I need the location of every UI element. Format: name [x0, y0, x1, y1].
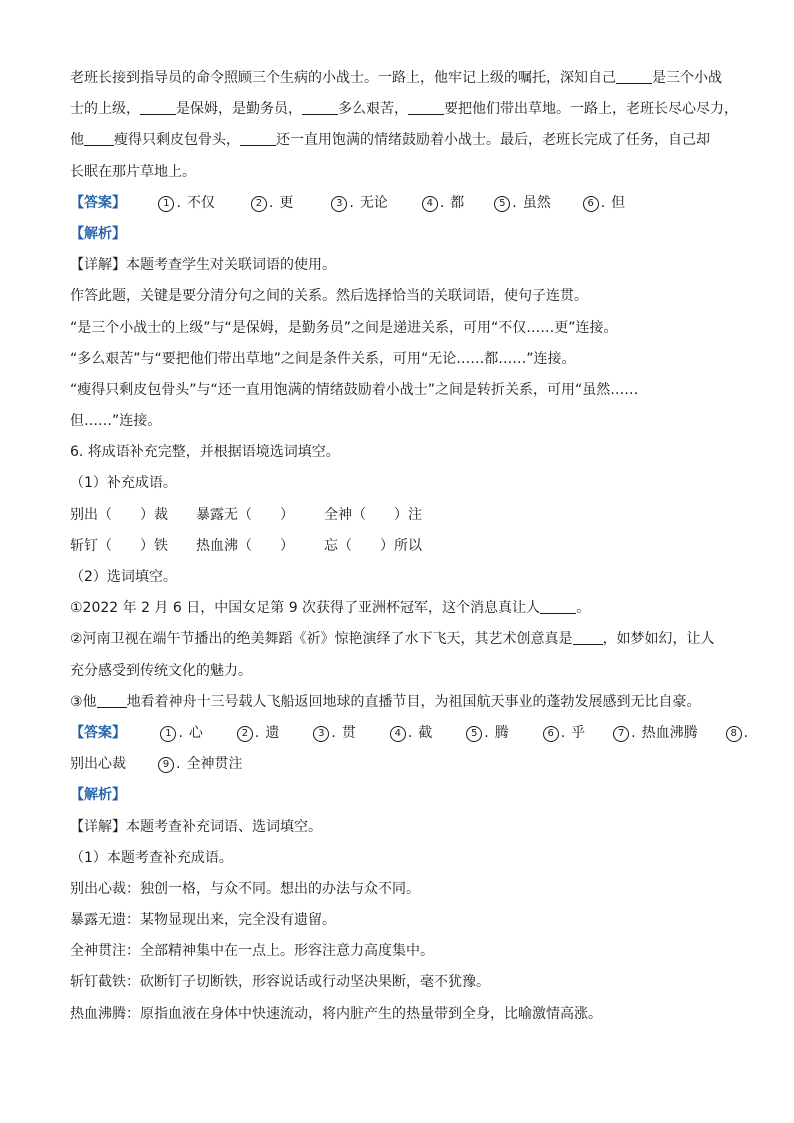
fill-blank: [408, 99, 444, 115]
idiom-row: [70, 531, 730, 562]
definition-line: 全神贯注：全部精神集中在一点上。形容注意力高度集中。: [70, 943, 434, 960]
question-part: （2）选词填空。: [70, 569, 177, 585]
number-circle: 5: [494, 196, 510, 212]
idiom-blank: 全神（ ）注: [324, 506, 422, 523]
fill-blank: [240, 130, 276, 146]
detail-tag: 【详解】: [70, 257, 126, 274]
fill-blank: [84, 130, 114, 146]
text: 是三个小战: [652, 70, 722, 86]
sentence-2-cont: 充分感受到传统文化的魅力。: [70, 662, 252, 679]
analysis-paragraph: “瘦得只剩皮包骨头”与“还一直用饱满的情绪鼓励着小战士”之间是转折关系，可用“虽然……: [70, 381, 639, 398]
answer-item: 7 . 热血沸腾: [613, 718, 721, 749]
analysis-paragraph: 作答此题，关键是要分清分句之间的关系。然后选择恰当的关联词语，使句子连贯。: [70, 288, 588, 305]
text: 是保姆，是勤务员，: [176, 101, 302, 118]
analysis-paragraph: 但……”连接。: [70, 413, 162, 430]
number-circle: 2: [237, 726, 253, 742]
document-body: [70, 63, 749, 1030]
definition-line: 斩钉截铁：砍断钉子切断铁，形容说话或行动坚决果断，毫不犹豫。: [70, 974, 490, 991]
question-part: （1）补充成语。: [70, 475, 177, 492]
detail-tag: 【详解】: [70, 818, 126, 835]
answer-item: 9 . 全神贯注: [158, 749, 242, 780]
fill-blank: [573, 629, 603, 645]
fill-blank: [540, 598, 576, 614]
answer-item: 3 . 无论: [331, 188, 417, 219]
analysis-paragraph: “多么艰苦”与“要把他们带出草地”之间是条件关系，可用“无论……都……”连接。: [70, 350, 576, 367]
sentence-2: ②河南卫视在端午节播出的绝美舞蹈《祈》惊艳演绎了水下飞天，其艺术创意真是 ，如梦如幻，让人: [70, 631, 715, 648]
definition-line: 热血沸腾：原指血液在身体中快速流动，将内脏产生的热量带到全身，比喻激情高涨。: [70, 1005, 602, 1022]
text: 他: [70, 132, 84, 149]
fill-blank: [302, 99, 338, 115]
idiom-blank: 别出（ ）裁: [70, 506, 168, 523]
number-circle: 4: [422, 196, 438, 212]
detail-line: 【详解】本题考查学生对关联词语的使用。: [70, 257, 336, 274]
number-circle: 4: [390, 726, 406, 742]
text: 士的上级，: [70, 101, 140, 118]
answer-item: 6 . 乎: [543, 718, 609, 749]
idiom-row: [70, 500, 730, 531]
number-circle: 8: [726, 726, 742, 742]
number-circle: 2: [251, 196, 267, 212]
answer-item: 6 . 但: [583, 188, 625, 219]
definition-line: 别出心裁：独创一格，与众不同。想出的办法与众不同。: [70, 880, 420, 897]
sentence-3: ③他 地看着神舟十三号载人飞船返回地球的直播节目，为祖国航天事业的蓬勃发展感到无比自豪。: [70, 693, 701, 710]
analysis-tag: 【解析】: [70, 225, 126, 242]
idiom-blank: 斩钉（ ）铁: [70, 537, 168, 554]
fill-blank: [140, 99, 176, 115]
number-circle: 1: [160, 726, 176, 742]
sentence-1: ①2022 年 2 月 6 日，中国女足第 9 次获得了亚洲杯冠军，这个消息真让人 。: [70, 600, 591, 617]
idiom-blank: 暴露无（ ）: [196, 506, 294, 523]
answer-item: 1 . 心: [160, 718, 232, 749]
answer-item: 4 . 都: [422, 188, 490, 219]
detail-line: 【详解】本题考查补充词语、选词填空。: [70, 818, 322, 835]
text: 要把他们带出草地。一路上，老班长尽心尽力，: [444, 101, 738, 118]
number-circle: 3: [313, 726, 329, 742]
fill-blank: [616, 68, 652, 84]
answer-item: 4 . 截: [390, 718, 462, 749]
answer-item: 3 . 贯: [313, 718, 385, 749]
text: 多么艰苦，: [338, 101, 408, 118]
answer-item: 1 . 不仅: [158, 188, 246, 219]
answer-item: 8 .: [726, 718, 748, 749]
fill-blank: [97, 692, 127, 708]
answer-tag: 【答案】: [70, 724, 126, 741]
text: 还一直用饱满的情绪鼓励着小战士。最后，老班长完成了任务，自己却: [276, 132, 710, 149]
number-circle: 1: [158, 196, 174, 212]
answer-item: 2 . 遗: [237, 718, 309, 749]
answer-item: 5 . 虽然: [494, 188, 578, 219]
answer-line-2: [70, 718, 749, 749]
text: 瘦得只剩皮包骨头，: [114, 132, 240, 149]
definition-line: 暴露无遗：某物显现出来，完全没有遗留。: [70, 912, 336, 929]
idiom-blank: 热血沸（ ）: [196, 537, 294, 554]
answer-item: 5 . 腾: [466, 718, 538, 749]
passage-line-4: 长眠在那片草地上。: [70, 163, 196, 180]
analysis-paragraph: “是三个小战士的上级”与“是保姆，是勤务员”之间是递进关系，可用“不仅……更”连接。: [70, 319, 618, 336]
passage-line-2: [70, 94, 738, 125]
number-circle: 3: [331, 196, 347, 212]
answer-item: 2 . 更: [251, 188, 327, 219]
number-circle: 6: [543, 726, 559, 742]
passage-line-3: [70, 125, 730, 156]
answer-tag: 【答案】: [70, 194, 126, 211]
number-circle: 7: [613, 726, 629, 742]
number-circle: 6: [583, 196, 599, 212]
answer-line-2-cont: [70, 749, 730, 780]
number-circle: 5: [466, 726, 482, 742]
passage-line-1: [70, 63, 730, 94]
number-circle: 9: [158, 757, 174, 773]
answer-item-text: 别出心裁: [70, 756, 126, 773]
idiom-blank: 忘（ ）所以: [324, 537, 422, 554]
answer-line-1: [70, 188, 730, 219]
analysis-tag: 【解析】: [70, 787, 126, 804]
analysis-paragraph: （1）本题考查补充成语。: [70, 849, 233, 866]
question-title: 6. 将成语补充完整，并根据语境选词填空。: [70, 444, 340, 461]
text: 老班长接到指导员的命令照顾三个生病的小战士。一路上，他牢记上级的嘱托，深知自己: [70, 70, 616, 86]
